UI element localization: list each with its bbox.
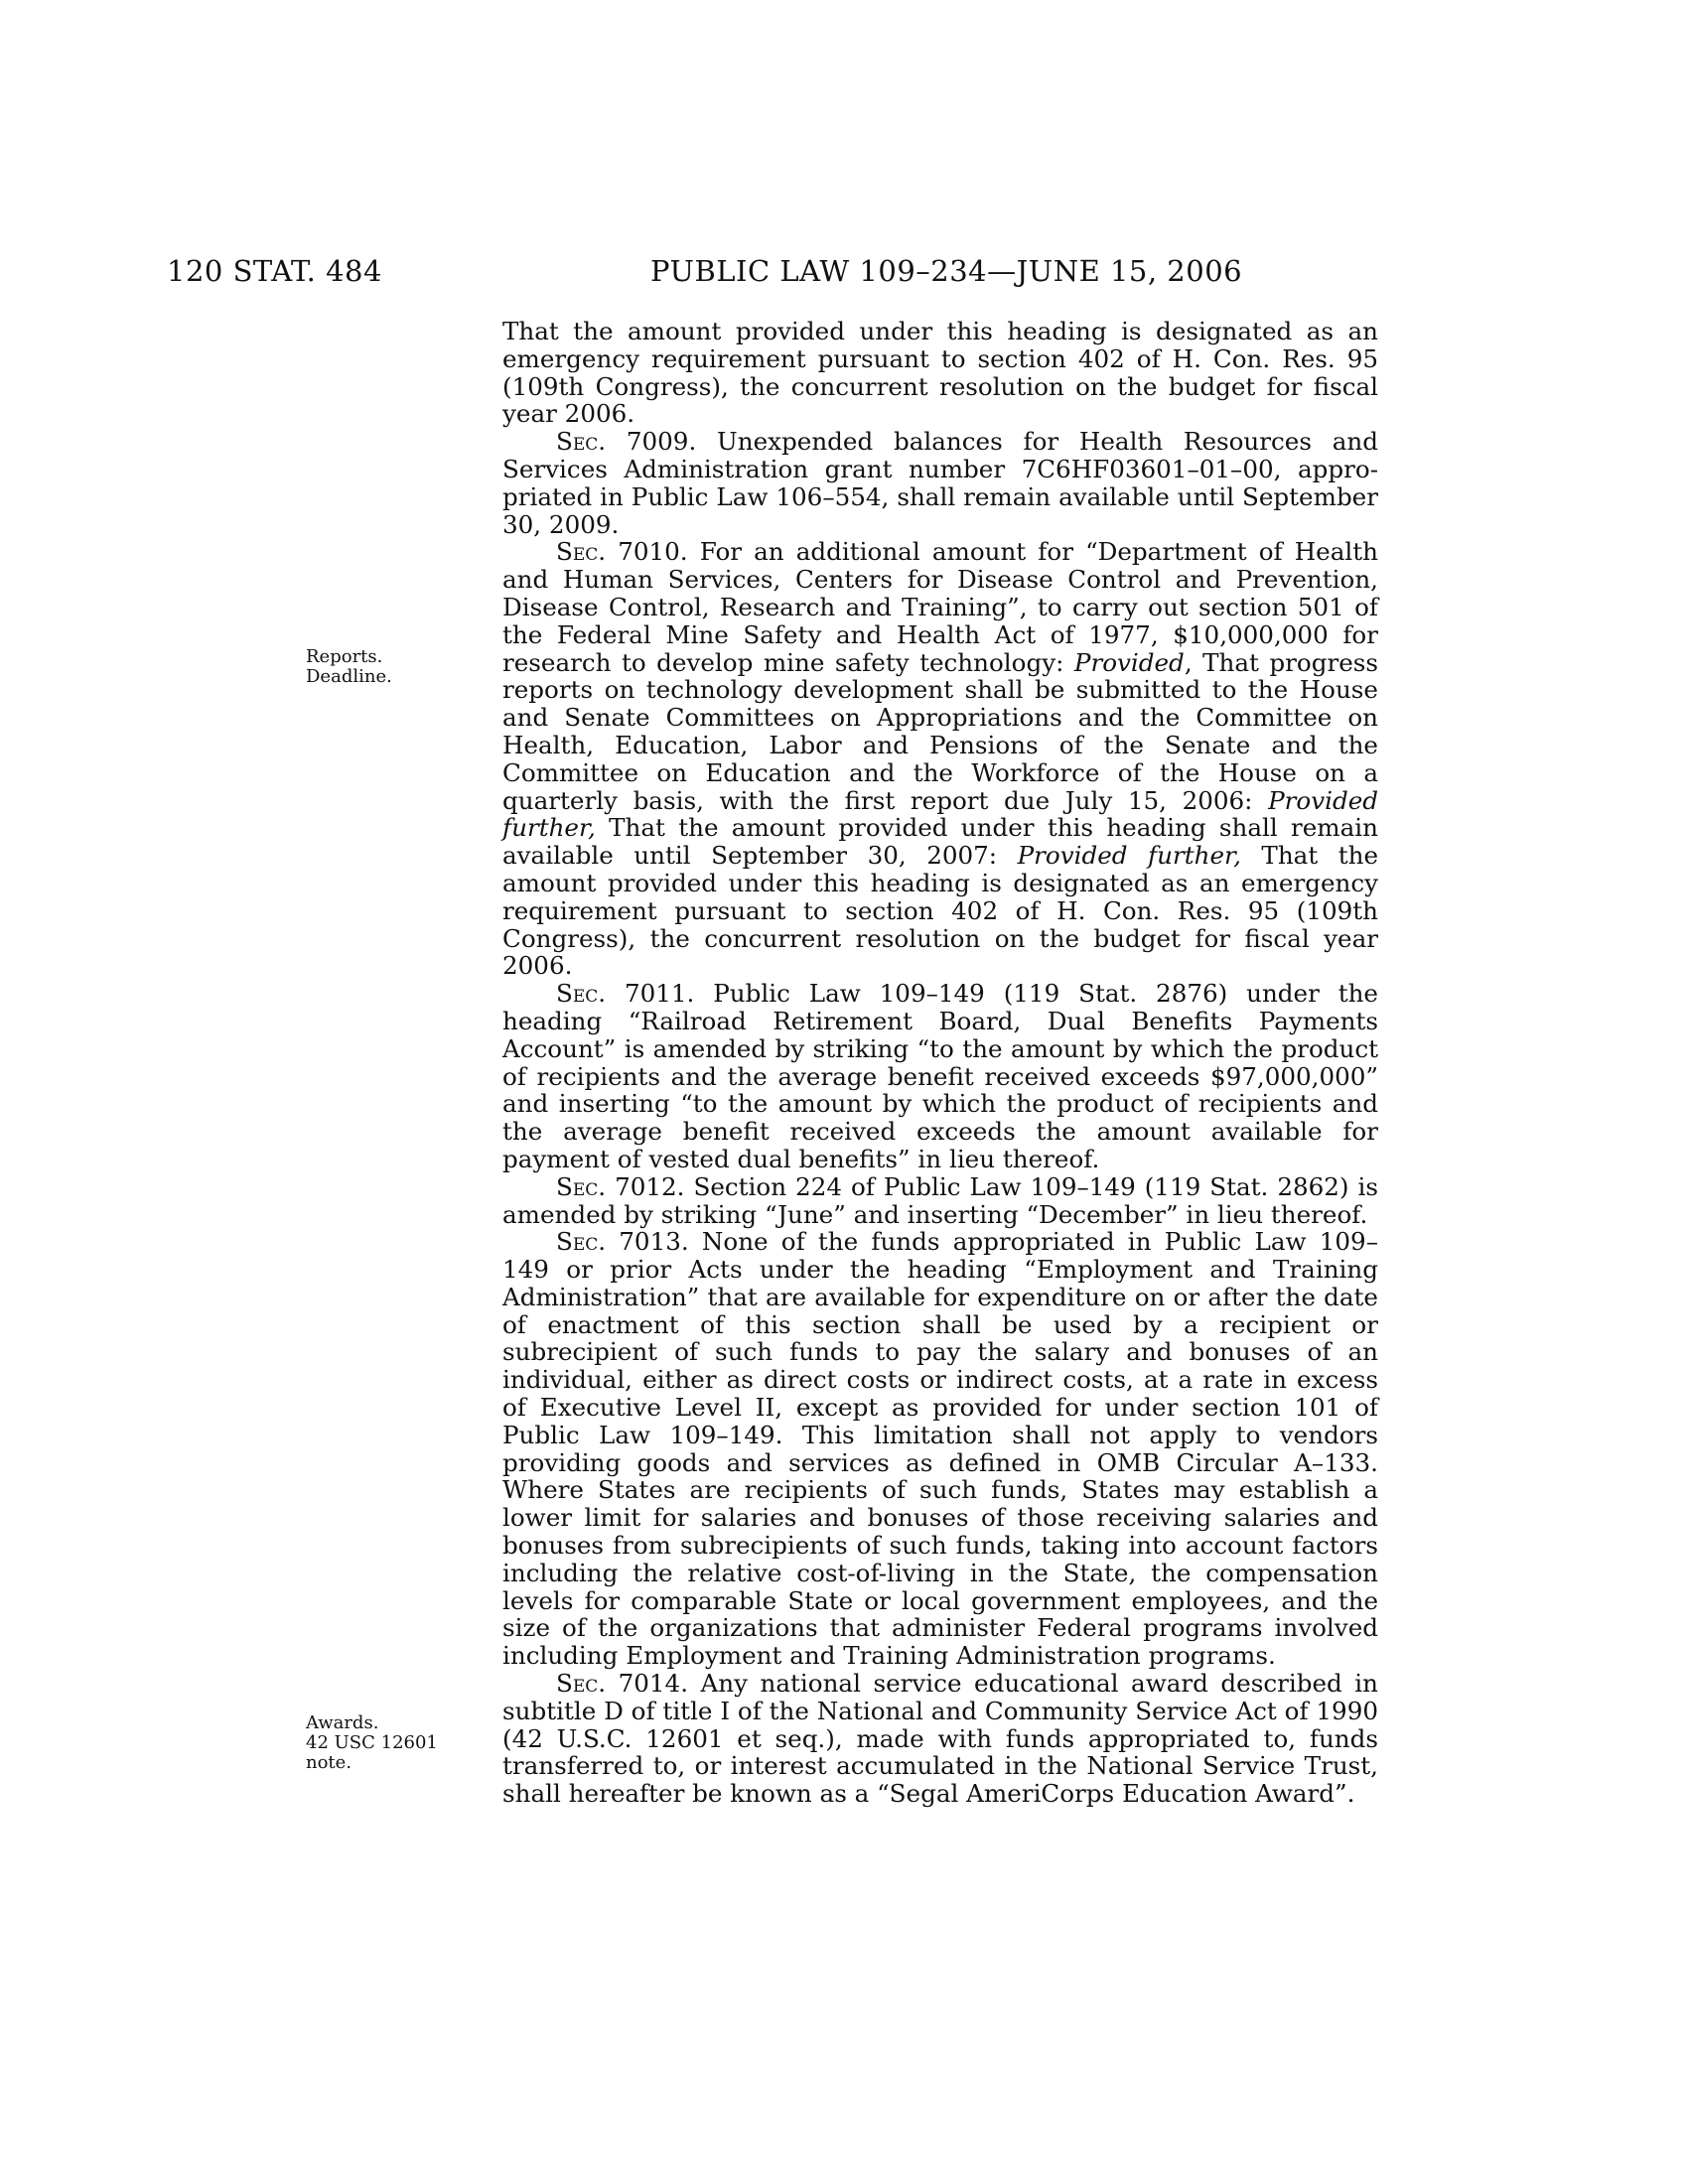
section-7014 xyxy=(502,1670,1378,1808)
section-7011 xyxy=(502,980,1378,1173)
section-text: That the amount provided under this heading shall remain available until September 30, 2007: xyxy=(502,813,1378,871)
section-text: 7009. Unexpended balances for Health Resources and Services Administration grant number 7C6HF03601–01–00, appropriated in Public Law 106–554, shall remain available until September 30, 2009. xyxy=(502,427,1378,539)
section-label: Sec. xyxy=(556,1171,607,1201)
margin-note-awards xyxy=(306,1713,438,1773)
section-label: Sec. xyxy=(556,1669,607,1699)
section-text: 7013. None of the funds appropriated in Public Law 109– 149 or prior Acts under the heading “Employment and Training Administration” that are available for expenditure on or after the date of enactment of this section shall be used by a recipient or subrecipient of such funds to pay the salary and bonuses of an individual, either as direct costs or indirect costs, at a rate in excess of Executive Level II, except as provided for under section 101 of Public Law 109–149. This limitation shall not apply to vendors providing goods and services as defined in OMB Circular A–133. Where States are recipients of such funds, States may establish a lower limit for salaries and bonuses of those receiving salaries and bonuses from subrecipients of such funds, taking into account factors including the relative cost-of-living in the State, the compensation levels for comparable State or local government employees, and the size of the organizations that administer Federal programs involved including Employment and Training Administration programs. xyxy=(502,1227,1378,1671)
section-text: That the amount provided under this heading is designated as an emergency requirement pursuant to section 402 of H. Con. Res. 95 (109th Congress), the concurrent resolution on the budget for fiscal year 2006. xyxy=(502,841,1379,981)
section-text: 7012. Section 224 of Public Law 109–149 (119 Stat. 2862) is amended by striking “June” and inserting “December” in lieu thereof. xyxy=(502,1171,1378,1229)
section-label: Sec. xyxy=(556,979,607,1009)
margin-note-line: Reports. xyxy=(306,646,383,667)
margin-note-reports xyxy=(306,647,392,687)
section-label: Sec. xyxy=(556,427,607,457)
margin-note-line: note. xyxy=(306,1752,352,1773)
section-7009 xyxy=(502,428,1378,538)
section-label: Sec. xyxy=(556,1227,607,1257)
section-7010 xyxy=(502,538,1378,980)
public-law-title: PUBLIC LAW 109–234—JUNE 15, 2006 xyxy=(650,254,1243,288)
section-text: 7014. Any national service educational award described in subtitle D of title I of the National and Community Service Act of 1990 (42 U.S.C. 12601 et seq.), made with funds appropriated to, funds transferred to, or interest accumulated in the National Service Trust, shall hereafter be known as a “Segal AmeriCorps Education Award”. xyxy=(502,1669,1378,1809)
section-7012 xyxy=(502,1173,1378,1229)
proviso-italic: Provided further, xyxy=(502,785,1378,843)
proviso-italic: Provided further, xyxy=(1017,841,1241,871)
statute-page-reference: 120 STAT. 484 xyxy=(167,254,382,288)
margin-note-line: Deadline. xyxy=(306,666,392,687)
margin-note-line: Awards. xyxy=(306,1712,379,1733)
section-text: , That progress reports on technology development shall be submitted to the House and Senate Committees on Appropriations and the Committee on Health, Education, Labor and Pensions of the Senate and the Committee on Education and the Workforce of the House on a quarterly basis, with the first report due July 15, 2006: xyxy=(502,647,1378,815)
margin-note-line: 42 USC 12601 xyxy=(306,1732,438,1753)
statute-body xyxy=(502,318,1378,1808)
section-text: 7011. Public Law 109–149 (119 Stat. 2876) under the heading “Railroad Retirement Board, Dual Benefits Payments Account” is amended by striking “to the amount by which the product of recipients and the average benefit received exceeds $97,000,000” and inserting “to the amount by which the product of recipients and the average benefit received exceeds the amount available for payment of vested dual benefits” in lieu thereof. xyxy=(502,979,1378,1173)
continuation-paragraph: That the amount provided under this heading is designated as an emergency requirement pursuant to section 402 of H. Con. Res. 95 (109th Congress), the concurrent resolution on the budget for fiscal year 2006. xyxy=(502,317,1378,429)
section-text: 7010. For an additional amount for “Department of Health and Human Services, Centers for Disease Control and Prevention, Disease Control, Research and Training”, to carry out section 501 of the Federal Mine Safety and Health Act of 1977, $10,000,000 for research to develop mine safety technology: xyxy=(502,537,1378,677)
proviso-italic: Provided xyxy=(1073,647,1185,677)
section-7013 xyxy=(502,1228,1378,1670)
section-label: Sec. xyxy=(556,537,607,567)
